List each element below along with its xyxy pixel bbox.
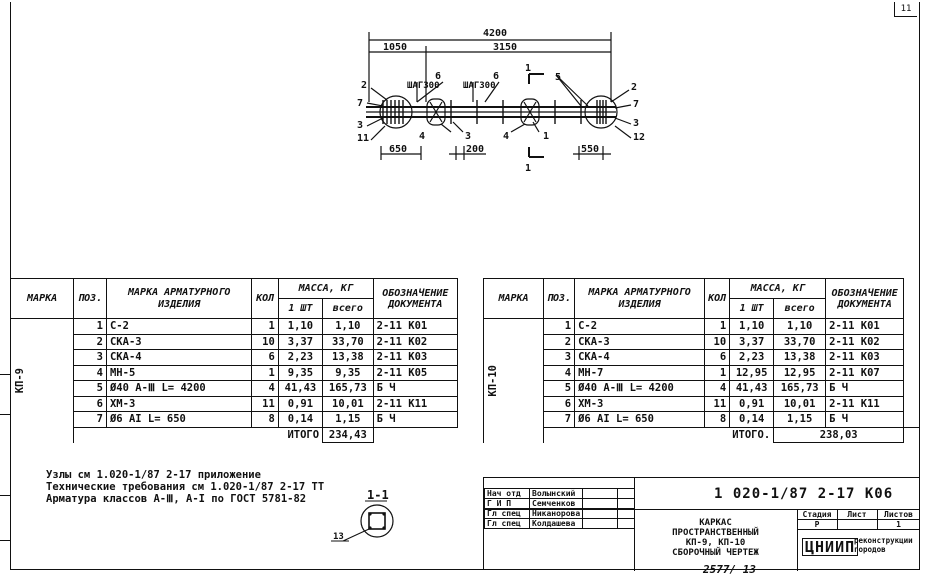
svg-text:13: 13 [333,532,344,542]
itogo-row: ИТОГО 234,43 [11,427,458,443]
svg-text:2: 2 [361,80,368,91]
archive-number: 2577/ 13 [703,563,756,576]
svg-text:1-1: 1-1 [367,488,389,502]
svg-text:7: 7 [633,99,640,110]
hdr-massa: МАССА, КГ [278,279,373,299]
sheet-corner-number: 11 [894,2,917,17]
dim-650: 650 [389,144,408,155]
dim-left: 1050 [383,42,408,53]
signature-table: Нач отд Волынский Г И П Семченков Гл спец Никанорова Гл спец Колдашева [484,488,635,529]
dim-total: 4200 [483,28,508,39]
marka-kp10: КП-10 [487,364,499,397]
table-row: 7 Ø6 АI L= 650 8 0,14 1,15 Б Ч [11,412,458,428]
svg-text:4: 4 [419,131,426,142]
step-label-2: ШАГ300 [463,81,496,91]
table-row: 4 МН-7 1 12,95 12,95 2-11 К07 [484,365,921,381]
hdr-total: всего [323,299,374,319]
table-row: КП-10 1 С-2 1 1,10 1,10 2-11 К01 [484,319,921,335]
section-1-1 [329,485,409,555]
svg-text:2: 2 [631,82,638,93]
svg-text:5: 5 [555,72,562,83]
general-notes [46,469,324,505]
table-row: 3 СКА-4 6 2,23 13,38 2-11 К03 [11,350,458,366]
svg-text:1: 1 [525,63,532,74]
svg-text:6: 6 [493,71,500,82]
edge-tick [0,414,10,415]
title-block: Нач отд Волынский Г И П Семченков Гл спец Никанорова Гл спец Колдашева 1 020-1/87 2-17 К06 КАРКАС ПРОСТРАНСТВЕННЫЙ КП-9, КП-10 СБОРОЧНЫЙ ЧЕРТЕЖ Стадия Лист Листов Р 1 ЦНИИП реконструкции городов [483,477,920,570]
table-row: 5 Ø40 А-Ⅲ L= 4200 4 41,43 165,73 Б Ч [484,381,921,397]
document-code: 1 020-1/87 2-17 К06 [714,486,894,502]
table-row: 3 СКА-4 6 2,23 13,38 2-11 К03 [484,350,921,366]
table-row: 6 ХМ-3 11 0,91 10,01 2-11 К11 [11,396,458,412]
hdr-poz: ПОЗ. [74,279,107,319]
table-row: 5 Ø40 А-Ⅲ L= 4200 4 41,43 165,73 Б Ч [11,381,458,397]
hdr-kol: КОЛ [252,279,278,319]
svg-text:3: 3 [465,131,472,142]
edge-tick [0,374,10,375]
table-row: 2 СКА-3 10 3,37 33,70 2-11 К02 [11,334,458,350]
org-logo: ЦНИИП [802,538,858,556]
drawing-title: КАРКАС ПРОСТРАНСТВЕННЫЙ КП-9, КП-10 СБОРОЧНЫЙ ЧЕРТЕЖ [672,518,759,558]
svg-text:12: 12 [633,132,646,143]
hdr-marka: МАРКА [11,279,74,319]
note-line: Арматура классов А-Ⅲ, А-I по ГОСТ 5781-82 [46,493,307,505]
hdr-marka-izd: МАРКА АРМАТУРНОГО ИЗДЕЛИЯ [106,279,251,319]
edge-tick [0,495,10,496]
hdr-one: 1 ШТ [278,299,322,319]
dim-right: 3150 [493,42,518,53]
itogo-row: ИТОГО. 238,03 [484,427,921,443]
spec-table-right: МАРКА ПОЗ. МАРКА АРМАТУРНОГО ИЗДЕЛИЯ КОЛ МАССА, КГ ОБОЗНАЧЕНИЕ ДОКУМЕНТА 1 ШТ всего КП-10 1 С-2 1 1,10 1,10 2-11 К01 2 СКА-3 10 3,37 33,70 2-11 К02 3 СКА-4 6 2,23 13,38 2-11 К03 4 МН-7 1 12,95 12,95 2-11 К07 5 Ø40 А-Ⅲ L= 4200 4 41,43 165,73 Б Ч 6 ХМ-3 11 0,91 10,01 2-11 К11 7 Ø6 АI L= 650 8 0,14 1,15 Б Ч ИТОГО. 238,03 [483,278,920,443]
svg-text:1: 1 [543,131,550,142]
marka-kp9: КП-9 [14,368,26,394]
edge-tick [0,540,10,541]
itogo-value: 234,43 [323,427,374,443]
dim-550: 550 [581,144,600,155]
step-label-1: ШАГ300 [407,81,440,91]
svg-text:11: 11 [357,133,370,144]
note-line: Технические требования см 1.020-1/87 2-17 ТТ [46,481,325,493]
svg-text:3: 3 [633,118,640,129]
svg-text:3: 3 [357,120,364,131]
svg-text:6: 6 [435,71,442,82]
svg-text:4: 4 [503,131,510,142]
dim-200: 200 [466,144,485,155]
svg-text:7: 7 [357,98,364,109]
org-subtitle: реконструкции городов [854,536,913,554]
table-row: КП-9 1 С-2 1 1,10 1,10 2-11 К01 [11,319,458,335]
hdr-oboz: ОБОЗНАЧЕНИЕ ДОКУМЕНТА [373,279,457,319]
table-row: 2 СКА-3 10 3,37 33,70 2-11 К02 [484,334,921,350]
note-line: Узлы см 1.020-1/87 2-17 приложение [46,469,261,481]
assembly-drawing [11,2,921,262]
table-row: 7 Ø6 АI L= 650 8 0,14 1,15 Б Ч [484,412,921,428]
itogo-value: 238,03 [774,427,904,443]
spec-table-left [10,278,458,443]
table-row: 6 ХМ-3 11 0,91 10,01 2-11 К11 [484,396,921,412]
table-row: 4 МН-5 1 9,35 9,35 2-11 К05 [11,365,458,381]
svg-text:1: 1 [525,163,532,174]
